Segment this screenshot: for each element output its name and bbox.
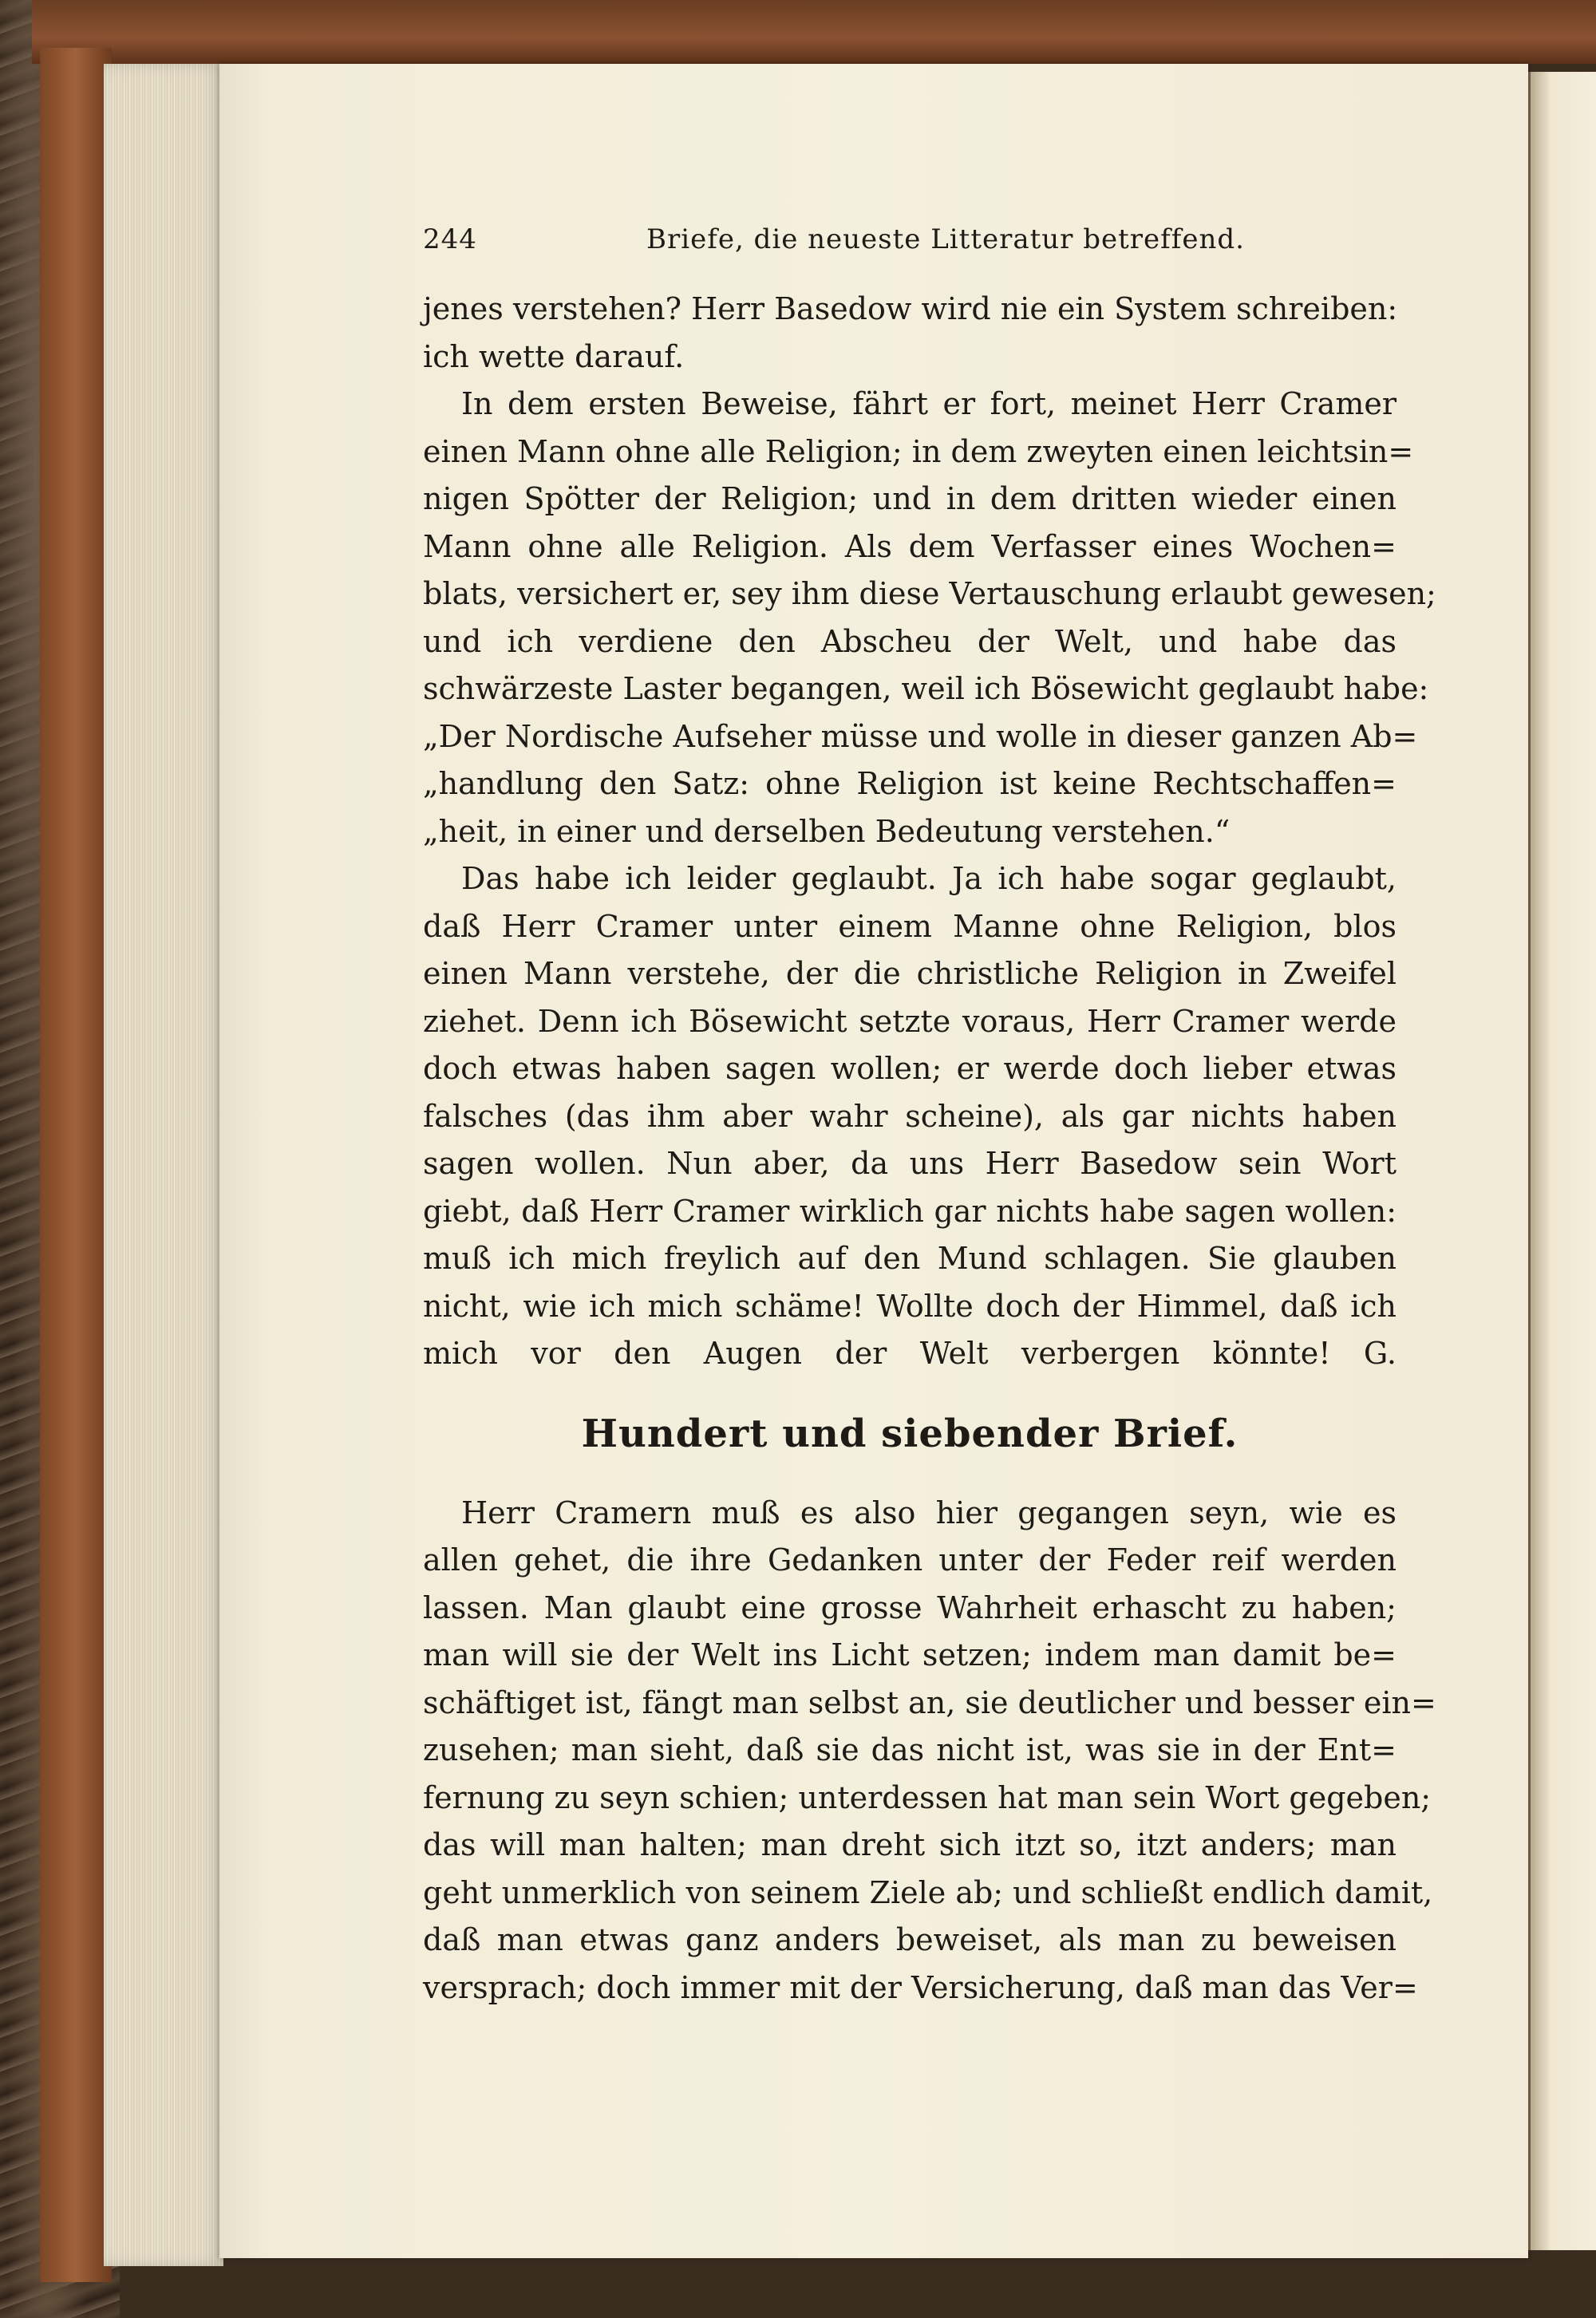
text-line: Mann ohne alle Religion. Als dem Verfasser eines Wochen= (423, 528, 1396, 564)
page-header (423, 223, 1396, 268)
text-line: ich wette darauf. (423, 338, 685, 374)
text-line: „Der Nordische Aufseher müsse und wolle in dieser ganzen Ab= (423, 718, 1418, 754)
text-line: schwärzeste Laster begangen, weil ich Bösewicht geglaubt habe: (423, 671, 1429, 706)
text-line: versprach; doch immer mit der Versicherung, daß man das Ver= (423, 1969, 1418, 2005)
leather-binding-top (32, 0, 1596, 64)
running-title: Briefe, die neueste Litteratur betreffend. (646, 223, 1245, 255)
text-line: „heit, in einer und derselben Bedeutung verstehen.“ (423, 813, 1231, 849)
text-line: und ich verdiene den Abscheu der Welt, und habe das (423, 623, 1396, 659)
text-line: das will man halten; man dreht sich itzt so, itzt anders; man (423, 1827, 1396, 1862)
text-line: einen Mann verstehe, der die christliche Religion in Zweifel (423, 956, 1396, 991)
facing-page-edge (1528, 72, 1596, 2250)
text-line: schäftiget ist, fängt man selbst an, sie deutlicher und besser ein= (423, 1684, 1436, 1720)
page-number: 244 (423, 223, 477, 255)
text-line: zusehen; man sieht, daß sie das nicht ist, was sie in der Ent= (423, 1732, 1396, 1767)
text-line: einen Mann ohne alle Religion; in dem zweyten einen leichtsin= (423, 433, 1414, 469)
text-line: nigen Spötter der Religion; und in dem dritten wieder einen (423, 481, 1396, 516)
text-line: „handlung den Satz: ohne Religion ist keine Rechtschaffen= (423, 766, 1396, 801)
text-line: ziehet. Denn ich Bösewicht setzte voraus, Herr Cramer werde (423, 1003, 1396, 1039)
text-line: nicht, wie ich mich schäme! Wollte doch der Himmel, daß ich (423, 1288, 1396, 1324)
text-line: muß ich mich freylich auf den Mund schlagen. Sie glauben (423, 1241, 1396, 1276)
page-body (423, 286, 1436, 2012)
text-line: mich vor den Augen der Welt verbergen könnte! G. (423, 1336, 1396, 1371)
text-line: sagen wollen. Nun aber, da uns Herr Basedow sein Wort (423, 1146, 1396, 1181)
text-line: blats, versichert er, sey ihm diese Vertauschung erlaubt gewesen; (423, 576, 1436, 611)
text-line: geht unmerklich von seinem Ziele ab; und schließt endlich damit, (423, 1874, 1433, 1910)
text-line: Herr Cramern muß es also hier gegangen seyn, wie es (461, 1495, 1396, 1530)
page-text (423, 223, 1436, 2012)
text-line: doch etwas haben sagen wollen; er werde doch lieber etwas (423, 1051, 1396, 1086)
text-line: jenes verstehen? Herr Basedow wird nie ein System schreiben: (423, 291, 1398, 326)
text-line: man will sie der Welt ins Licht setzen; indem man damit be= (423, 1637, 1396, 1672)
text-line: allen gehet, die ihre Gedanken unter der Feder reif werden (423, 1542, 1396, 1578)
text-line: giebt, daß Herr Cramer wirklich gar nichts habe sagen wollen: (423, 1193, 1396, 1229)
text-line: fernung zu seyn schien; unterdessen hat man sein Wort gegeben; (423, 1779, 1432, 1815)
page-edges (104, 64, 223, 2266)
letter-heading: Hundert und siebender Brief. (581, 1411, 1238, 1456)
text-line: Das habe ich leider geglaubt. Ja ich habe sogar geglaubt, (461, 861, 1396, 896)
leather-binding-spine (40, 48, 112, 2282)
text-line: falsches (das ihm aber wahr scheine), als gar nichts haben (423, 1098, 1396, 1134)
text-line: daß Herr Cramer unter einem Manne ohne Religion, blos (423, 908, 1396, 944)
text-line: daß man etwas ganz anders beweiset, als man zu beweisen (423, 1922, 1396, 1957)
text-line: lassen. Man glaubt eine grosse Wahrheit erhascht zu haben; (423, 1589, 1396, 1625)
text-line: In dem ersten Beweise, fährt er fort, meinet Herr Cramer (461, 386, 1396, 421)
